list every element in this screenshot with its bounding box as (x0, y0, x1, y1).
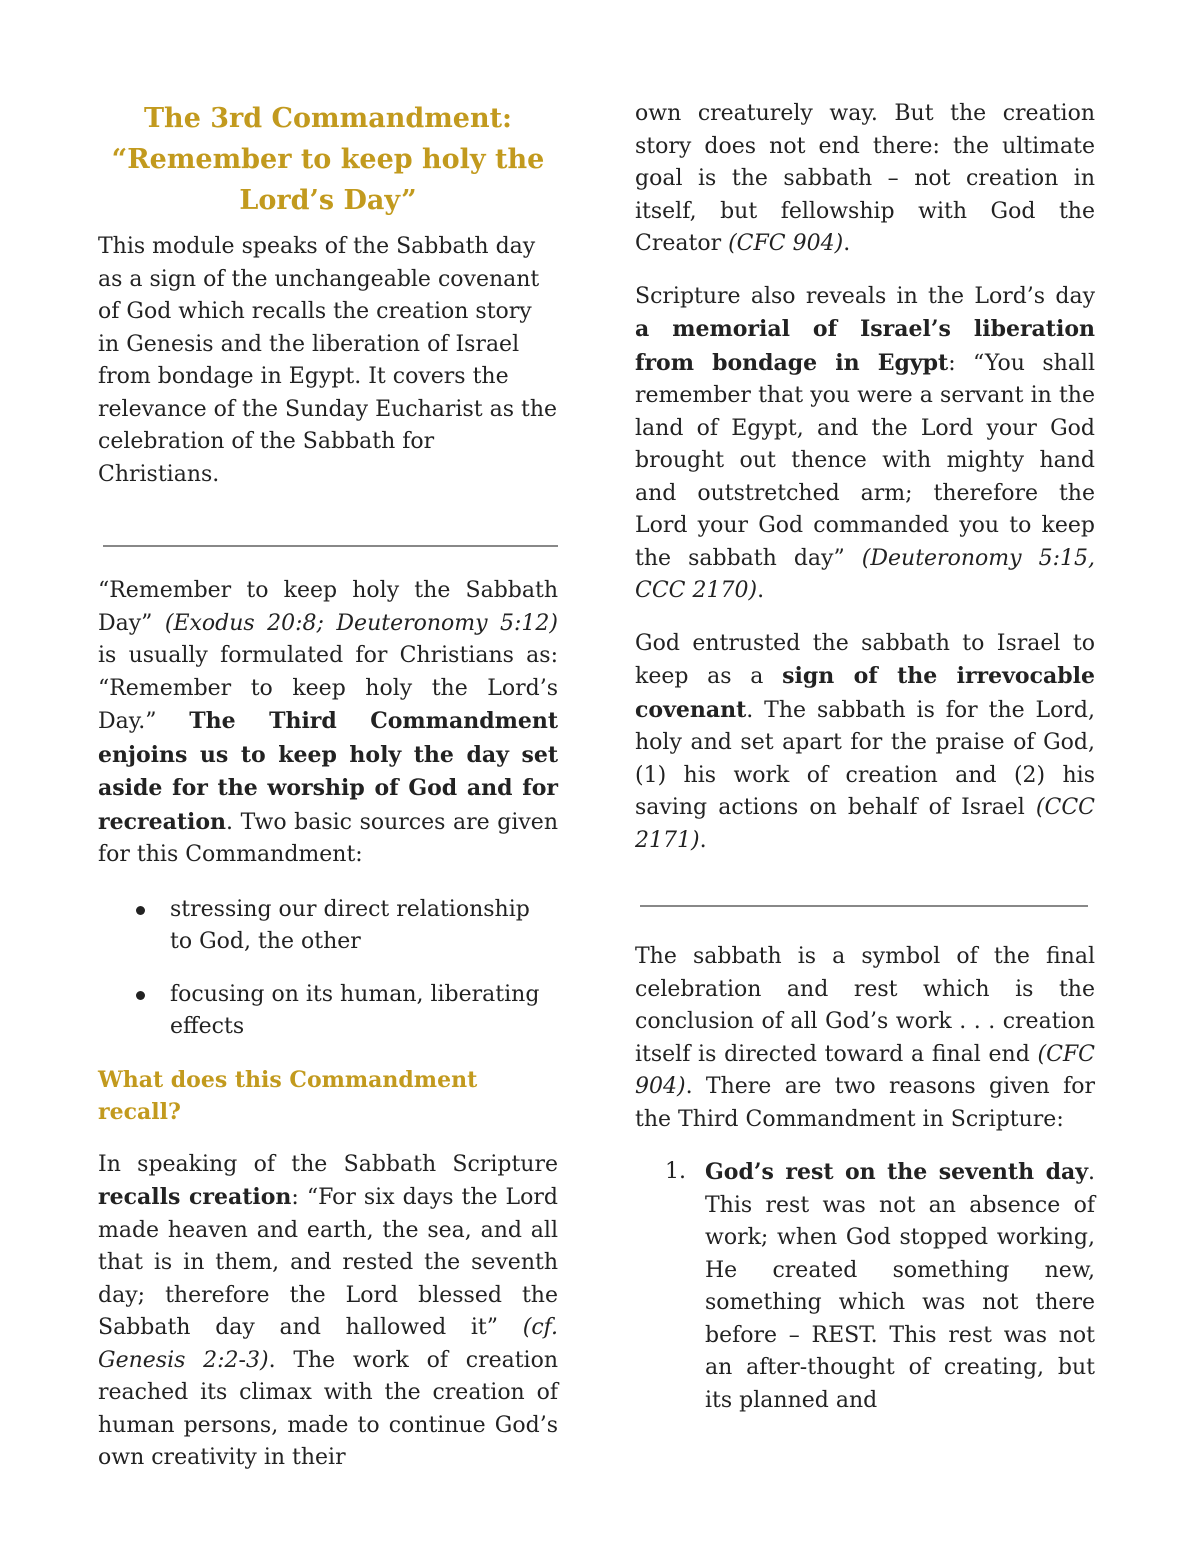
creation-paragraph-continued: own creaturely way. But the creation story does not end there: the ultimate goal is the sabbath – not creation in itself, but fellowship with God the Creator (CFC 904). (635, 101, 1095, 256)
remember-text-2: is usually formulated for Christians as: “Remember to keep holy the Lord’s Day.” (98, 643, 558, 734)
symbol-reference: (CFC 904) (635, 1041, 1095, 1099)
right-column (635, 98, 1095, 1417)
recall-heading: What does this Commandment recall? (98, 1066, 478, 1125)
title-line-2: “Remember to keep holy the (111, 144, 545, 175)
creation-bold: recalls creation (98, 1184, 292, 1210)
divider-left (103, 545, 558, 547)
creation-text-2: : “For six days the Lord made heaven and earth, the sea, and all that is in them, and rested the seventh day; therefore the Lord blessed the Sabbath day and hallowed it” (98, 1185, 558, 1340)
creation-reference: (cf. Genesis 2:2-3) (98, 1315, 558, 1373)
list-number: 1. (665, 1159, 686, 1184)
list-item: stressing our direct relationship to God, the other (170, 894, 558, 959)
creation-cfc-reference: (CFC 904) (728, 231, 844, 256)
remember-reference: (Exodus 20:8; Deuteronomy 5:12) (164, 610, 558, 636)
page-title (98, 98, 558, 221)
title-line-3: Lord’s Day” (239, 185, 417, 216)
memorial-text-1: Scripture also reveals in the Lord’s day (635, 283, 1095, 309)
creation-paragraph (98, 1149, 558, 1475)
reason-text: . This rest was not an absence of work; when God stopped working, He created something new, something which was not there before – REST. This rest was not an after-thought of creating, but its planned and (705, 1160, 1095, 1413)
title-line-1: The 3rd Commandment: (143, 103, 513, 134)
list-item (665, 1156, 1095, 1417)
creation-text-1: In speaking of the Sabbath Scripture (98, 1151, 558, 1177)
remember-bold: The Third Commandment enjoins us to keep holy the day set aside for the worship of God and for recreation (98, 708, 559, 835)
memorial-paragraph (635, 281, 1095, 608)
divider-right (640, 905, 1088, 907)
reasons-list (635, 1156, 1095, 1417)
memorial-text-3: . (757, 578, 765, 603)
remember-paragraph (98, 575, 558, 872)
sources-list (98, 894, 558, 1044)
reason-bold: God’s rest on the seventh day (705, 1159, 1088, 1185)
symbol-text-1: The sabbath is a symbol of the final celebration and rest which is the conclusion of all God’s work . . . creation itself is directed toward a final end (635, 944, 1095, 1067)
covenant-text-1: God entrusted the sabbath to Israel to keep as a (635, 630, 1095, 689)
covenant-text-2: . The sabbath is for the Lord, holy and set apart for the praise of God, (1) his work of creation and (2) his saving actions on behalf of Israel (635, 697, 1095, 820)
covenant-reference: (CCC 2171) (635, 795, 1095, 853)
creation-text-3: . The work of creation reached its climax with the creation of human persons, made to continue God’s own creativity in their (98, 1347, 559, 1470)
bullet-icon (136, 906, 145, 915)
remember-text-3: . Two basic sources are given for this Commandment: (98, 809, 558, 867)
covenant-bold: sign of the irrevocable covenant (635, 663, 1095, 723)
symbol-paragraph (635, 941, 1095, 1136)
intro-paragraph: This module speaks of the Sabbath day as a sign of the unchangeable covenant of God which recalls the creation story in Genesis and the liberation of Israel from bondage in Egypt. It covers the relevance of the Sunday Eucharist as the celebration of the Sabbath for Christians. (98, 234, 558, 487)
covenant-text-3: . (699, 827, 707, 853)
remember-text-1: “Remember to keep holy the Sabbath Day” (98, 578, 558, 636)
covenant-paragraph (635, 628, 1095, 858)
list-item: focusing on its human, liberating effects (170, 979, 558, 1044)
memorial-reference: (Deuteronomy 5:15, CCC 2170) (635, 545, 1095, 603)
symbol-text-2: . There are two reasons given for the Third Commandment in Scripture: (635, 1074, 1095, 1132)
memorial-bold: a memorial of Israel’s liberation from bondage in Egypt (635, 316, 1095, 376)
left-column (98, 98, 558, 1475)
bullet-icon (136, 991, 145, 1000)
memorial-text-2: : “You shall remember that you were a servant in the land of Egypt, and the Lord your God brought out thence with mighty hand and outstretched arm; therefore the Lord your God commanded you to keep the sabbath day” (635, 350, 1096, 571)
